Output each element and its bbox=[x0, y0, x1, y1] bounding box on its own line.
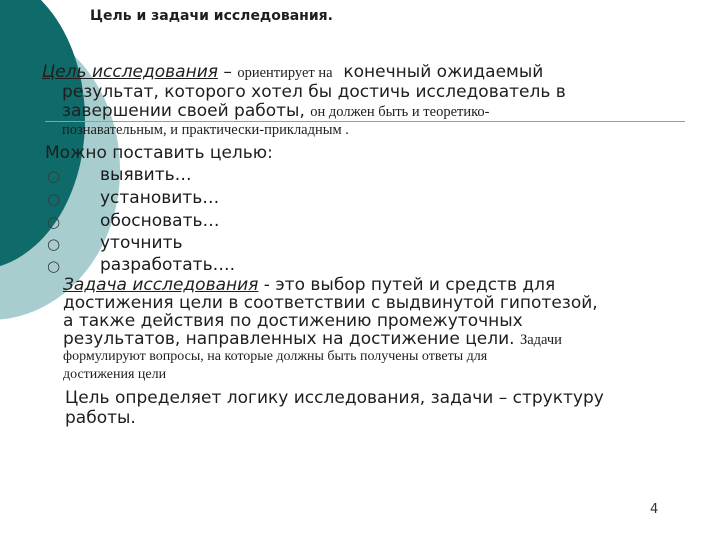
page-number: 4 bbox=[650, 502, 659, 517]
list-item: выявить… bbox=[100, 165, 192, 185]
task-line-1: Задача исследования - это выбор путей и средств для bbox=[63, 275, 556, 295]
goal-term: Цель исследования bbox=[42, 62, 218, 82]
slide-title: Цель и задачи исследования. bbox=[90, 8, 333, 24]
task-line-5: формулируют вопросы, на которые должны быть получены ответы для bbox=[63, 349, 488, 364]
task-term: Задача исследования bbox=[63, 275, 259, 295]
goal-line-4: познавательным, и практически-прикладным . bbox=[62, 122, 349, 138]
list-item: обосновать… bbox=[100, 211, 220, 231]
list-item: уточнить bbox=[100, 233, 183, 253]
goal-serif-part: ориентирует на bbox=[237, 65, 333, 81]
task-line-3: а также действия по достижению промежуточных bbox=[63, 311, 523, 331]
goal-line-2: результат, которого хотел бы достичь исследователь в bbox=[62, 82, 566, 102]
logic-line-1: Цель определяет логику исследования, задачи – структуру bbox=[65, 388, 604, 408]
open-circle-bullet-icon: ○ bbox=[47, 213, 61, 231]
open-circle-bullet-icon: ○ bbox=[47, 257, 61, 275]
open-circle-bullet-icon: ○ bbox=[47, 235, 61, 253]
can-set-heading: Можно поставить целью: bbox=[45, 143, 273, 163]
list-item: установить… bbox=[100, 188, 220, 208]
open-circle-bullet-icon: ○ bbox=[47, 167, 61, 185]
goal-line-1: Цель исследования – ориентирует на конечный ожидаемый bbox=[42, 62, 544, 82]
logic-line-2: работы. bbox=[65, 408, 136, 428]
task-line-4: результатов, направленных на достижение цели. Задачи bbox=[63, 329, 562, 349]
open-circle-bullet-icon: ○ bbox=[47, 190, 61, 208]
goal-line-3: завершении своей работы, он должен быть и теоретико- bbox=[62, 101, 490, 121]
task-line-2: достижения цели в соответствии с выдвинутой гипотезой, bbox=[63, 293, 598, 313]
list-item: разработать…. bbox=[100, 255, 235, 275]
task-line-6: достижения цели bbox=[63, 367, 167, 382]
